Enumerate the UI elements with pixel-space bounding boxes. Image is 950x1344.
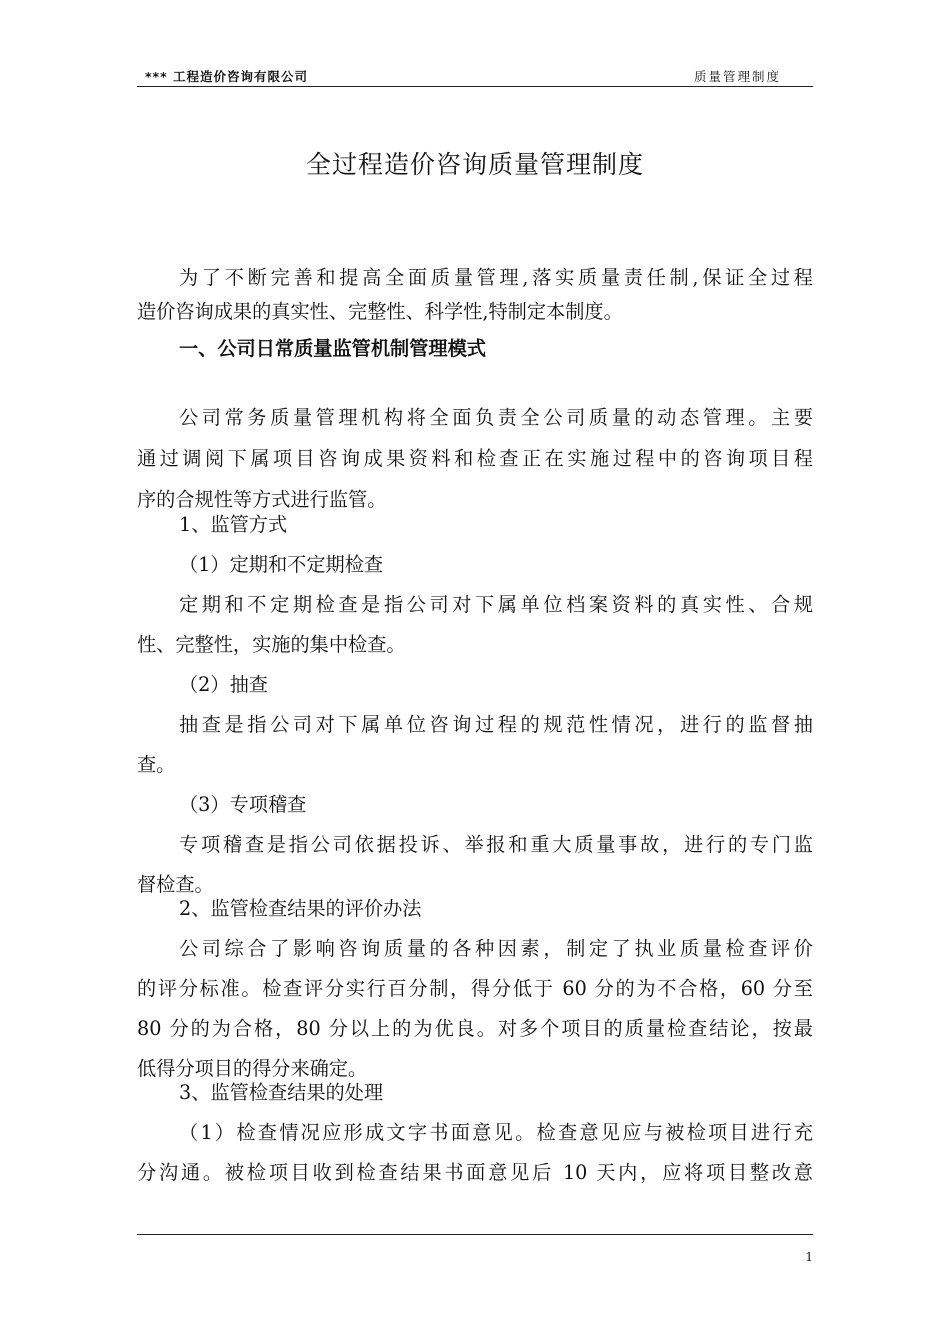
page-number: 1 xyxy=(805,1250,813,1264)
sub2-line-2: 查。 xyxy=(137,753,176,776)
item3-line-2: 分沟通。被检项目收到检查结果书面意见后 10 天内，应将项目整改意 xyxy=(137,1161,813,1184)
item1-heading: 1、监管方式 xyxy=(179,513,288,536)
section1-line-1: 公司常务质量管理机构将全面负责全公司质量的动态管理。主要 xyxy=(179,406,813,429)
item3-line-1: （1）检查情况应形成文字书面意见。检查意见应与被检项目进行充 xyxy=(179,1121,813,1144)
item2-line-4: 低得分项目的得分来确定。 xyxy=(137,1057,368,1080)
sub3-line-1: 专项稽查是指公司依据投诉、举报和重大质量事故，进行的专门监 xyxy=(179,833,813,856)
section1-line-2: 通过调阅下属项目咨询成果资料和检查正在实施过程中的咨询项目程 xyxy=(137,447,813,470)
document-title: 全过程造价咨询质量管理制度 xyxy=(305,150,644,179)
item3-heading: 3、监管检查结果的处理 xyxy=(179,1081,384,1104)
sub1-heading: （1）定期和不定期检查 xyxy=(179,553,384,576)
sub2-heading: （2）抽查 xyxy=(179,673,268,696)
sub2-line-1: 抽查是指公司对下属单位咨询过程的规范性情况，进行的监督抽 xyxy=(179,713,813,736)
intro-line-1: 为了不断完善和提高全面质量管理,落实质量责任制,保证全过程 xyxy=(179,266,813,289)
header-company: *** 工程造价咨询有限公司 xyxy=(145,69,308,84)
sub3-line-2: 督检查。 xyxy=(137,873,214,896)
item2-heading: 2、监管检查结果的评价办法 xyxy=(179,897,422,920)
section1-line-3: 序的合规性等方式进行监管。 xyxy=(137,488,387,511)
header-doc-type: 质量管理制度 xyxy=(693,69,781,84)
sub1-line-2: 性、完整性，实施的集中检查。 xyxy=(137,633,406,656)
sub3-heading: （3）专项稽查 xyxy=(179,793,307,816)
page-header xyxy=(137,66,813,87)
sub1-line-1: 定期和不定期检查是指公司对下属单位档案资料的真实性、合规 xyxy=(179,593,813,616)
item2-line-1: 公司综合了影响咨询质量的各种因素，制定了执业质量检查评价 xyxy=(179,937,813,960)
item2-line-2: 的评分标准。检查评分实行百分制，得分低于 60 分的为不合格，60 分至 xyxy=(137,977,813,1000)
section1-heading: 一、公司日常质量监管机制管理模式 xyxy=(179,337,486,360)
intro-line-2: 造价咨询成果的真实性、完整性、科学性,特制定本制度。 xyxy=(137,300,623,323)
item2-line-3: 80 分的为合格，80 分以上的为优良。对多个项目的质量检查结论，按最 xyxy=(137,1017,813,1040)
footer-rule xyxy=(137,1234,813,1235)
